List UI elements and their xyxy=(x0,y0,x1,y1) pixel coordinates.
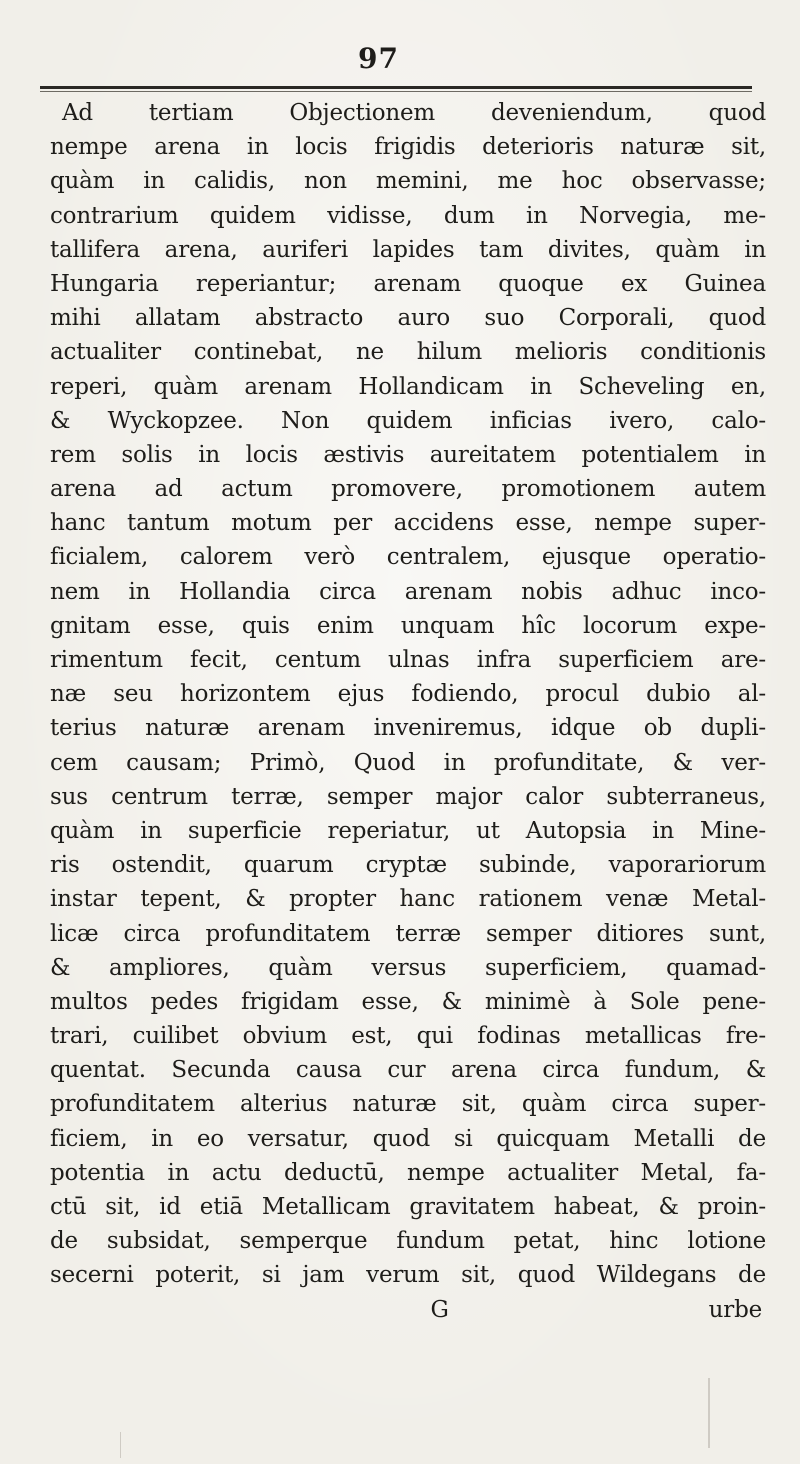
text-line: & ampliores, quàm versus superficiem, quamad- xyxy=(50,954,766,981)
text-line: trari, cuilibet obvium est, qui fodinas metallicas fre- xyxy=(50,1023,766,1050)
text-line: actualiter continebat, ne hilum melioris conditionis xyxy=(50,339,766,366)
text-line: & Wyckopzee. Non quidem inficias ivero, calo- xyxy=(50,407,766,434)
text-line: terius naturæ arenam inveniremus, idque ob dupli- xyxy=(50,715,766,742)
text-line: licæ circa profunditatem terræ semper ditiores sunt, xyxy=(50,920,766,947)
text-line: instar tepent, & propter hanc rationem venæ Metal- xyxy=(50,886,766,913)
text-line: ficiem, in eo versatur, quod si quicquam Metalli de xyxy=(50,1125,766,1152)
text-line: tallifera arena, auriferi lapides tam divites, quàm in xyxy=(50,236,766,263)
text-line: nem in Hollandia circa arenam nobis adhuc inco- xyxy=(50,578,766,605)
text-line: Ad tertiam Objectionem deveniendum, quod xyxy=(62,100,766,126)
page-number: 97 xyxy=(358,42,399,75)
paper-crease xyxy=(120,1432,121,1458)
text-line: ris ostendit, quarum cryptæ subinde, vaporariorum xyxy=(50,852,766,879)
text-line: mihi allatam abstracto auro suo Corporali, quod xyxy=(50,305,766,332)
catchword: urbe xyxy=(708,1296,762,1323)
body-text xyxy=(50,96,766,1327)
text-line: contrarium quidem vidisse, dum in Norvegia, me- xyxy=(50,202,766,229)
text-line: profunditatem alterius naturæ sit, quàm circa super- xyxy=(50,1091,766,1118)
text-line: sus centrum terræ, semper major calor subterraneus, xyxy=(50,783,766,810)
text-line: Hungaria reperiantur; arenam quoque ex Guinea xyxy=(50,270,766,297)
footer-line xyxy=(50,1293,766,1327)
text-line: potentia in actu deductū, nempe actualiter Metal, fa- xyxy=(50,1159,766,1186)
text-line: reperi, quàm arenam Hollandicam in Scheveling en, xyxy=(50,373,766,400)
text-line: multos pedes frigidam esse, & minimè à Sole pene- xyxy=(50,988,766,1015)
text-line: ctū sit, id etiā Metallicam gravitatem habeat, & proin- xyxy=(50,1194,766,1220)
paper-crease xyxy=(708,1378,710,1448)
text-line: ficialem, calorem verò centralem, ejusque operatio- xyxy=(50,544,766,571)
text-line: nempe arena in locis frigidis deterioris naturæ sit, xyxy=(50,134,766,161)
text-line: de subsidat, semperque fundum petat, hinc lotione xyxy=(50,1228,766,1255)
text-line: cem causam; Primò, Quod in profunditate, & ver- xyxy=(50,749,766,776)
text-line: hanc tantum motum per accidens esse, nempe super- xyxy=(50,510,766,537)
text-line: gnitam esse, quis enim unquam hîc locorum expe- xyxy=(50,612,766,639)
text-line: quàm in calidis, non memini, me hoc observasse; xyxy=(50,168,766,195)
text-line: rimentum fecit, centum ulnas infra superficiem are- xyxy=(50,647,766,673)
text-line: secerni poterit, si jam verum sit, quod Wildegans de xyxy=(50,1262,766,1289)
header-rule xyxy=(40,86,752,89)
signature-mark: G xyxy=(430,1296,449,1323)
text-line: arena ad actum promovere, promotionem autem xyxy=(50,476,766,503)
text-line: quàm in superficie reperiatur, ut Autopsia in Mine- xyxy=(50,817,766,844)
text-line: næ seu horizontem ejus fodiendo, procul dubio al- xyxy=(50,681,766,708)
header-rule-thin xyxy=(40,91,752,92)
text-line: rem solis in locis æstivis aureitatem potentialem in xyxy=(50,441,766,468)
text-line: quentat. Secunda causa cur arena circa fundum, & xyxy=(50,1057,766,1084)
